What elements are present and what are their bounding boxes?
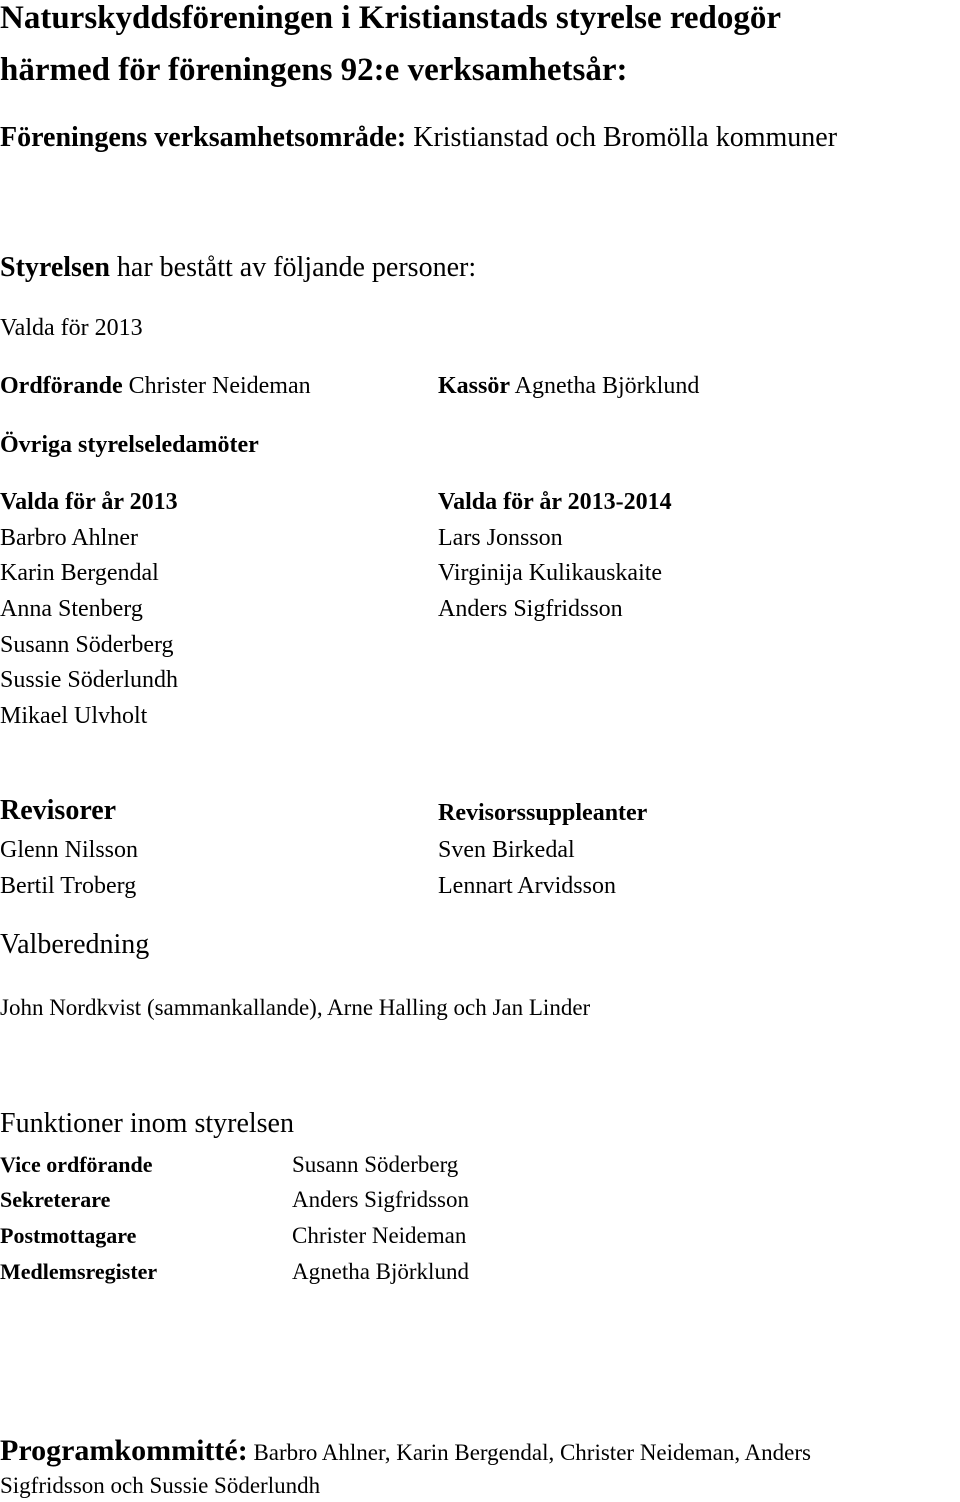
col1-member: Anna Stenberg bbox=[0, 596, 143, 622]
auditors-heading: Revisorer bbox=[0, 795, 117, 826]
chair-line bbox=[0, 374, 311, 398]
function-role: Sekreterare bbox=[0, 1187, 111, 1212]
functions-heading: Funktioner inom styrelsen bbox=[0, 1108, 294, 1139]
program-members-1: Barbro Ahlner, Karin Bergendal, Christer Neideman, Anders bbox=[247, 1440, 811, 1465]
function-role: Postmottagare bbox=[0, 1223, 137, 1248]
auditor-name: Bertil Troberg bbox=[0, 873, 137, 899]
program-line-2: Sigfridsson och Sussie Söderlundh bbox=[0, 1473, 321, 1498]
elected-label: Valda för 2013 bbox=[0, 315, 143, 341]
board-intro-text: har bestått av följande personer: bbox=[109, 252, 477, 283]
area-value: Kristianstad och Bromölla kommuner bbox=[406, 122, 838, 153]
function-role: Medlemsregister bbox=[0, 1259, 158, 1284]
nomination-heading: Valberedning bbox=[0, 929, 150, 960]
others-heading: Övriga styrelseledamöter bbox=[0, 432, 259, 458]
area-statement bbox=[0, 124, 837, 152]
col1-member: Susann Söderberg bbox=[0, 632, 174, 658]
treasurer-name: Agnetha Björklund bbox=[510, 373, 700, 399]
chair-label: Ordförande bbox=[0, 373, 123, 399]
function-role: Vice ordförande bbox=[0, 1152, 153, 1177]
col2-member: Anders Sigfridsson bbox=[438, 596, 623, 622]
board-intro-label: Styrelsen bbox=[0, 252, 110, 283]
col2-member: Virginija Kulikauskaite bbox=[438, 560, 663, 586]
col2-heading: Valda för år 2013-2014 bbox=[438, 489, 672, 515]
program-label: Programkommitté: bbox=[0, 1434, 248, 1467]
col1-member: Barbro Ahlner bbox=[0, 525, 138, 551]
col2-member: Lars Jonsson bbox=[438, 525, 563, 551]
area-label: Föreningens verksamhetsområde: bbox=[0, 122, 407, 153]
treasurer-label: Kassör bbox=[438, 373, 510, 399]
program-line-1 bbox=[0, 1436, 811, 1466]
nomination-text: John Nordkvist (sammankallande), Arne Halling och Jan Linder bbox=[0, 995, 591, 1020]
function-name: Anders Sigfridsson bbox=[292, 1187, 469, 1212]
function-name: Susann Söderberg bbox=[292, 1152, 459, 1177]
board-intro bbox=[0, 254, 476, 282]
page-title-line-1: Naturskyddsföreningen i Kristianstads styrelse redogör bbox=[0, 0, 782, 36]
treasurer-line bbox=[438, 374, 699, 398]
col1-member: Karin Bergendal bbox=[0, 560, 159, 586]
deputy-name: Lennart Arvidsson bbox=[438, 873, 616, 899]
auditor-name: Glenn Nilsson bbox=[0, 837, 138, 863]
col1-member: Mikael Ulvholt bbox=[0, 703, 148, 729]
deputy-name: Sven Birkedal bbox=[438, 837, 575, 863]
chair-name: Christer Neideman bbox=[122, 373, 311, 399]
deputies-heading: Revisorssuppleanter bbox=[438, 800, 648, 826]
function-name: Agnetha Björklund bbox=[292, 1259, 469, 1284]
page-title-line-2: härmed för föreningens 92:e verksamhetsår: bbox=[0, 52, 628, 88]
function-name: Christer Neideman bbox=[292, 1223, 467, 1248]
col1-heading: Valda för år 2013 bbox=[0, 489, 178, 515]
col1-member: Sussie Söderlundh bbox=[0, 667, 179, 693]
